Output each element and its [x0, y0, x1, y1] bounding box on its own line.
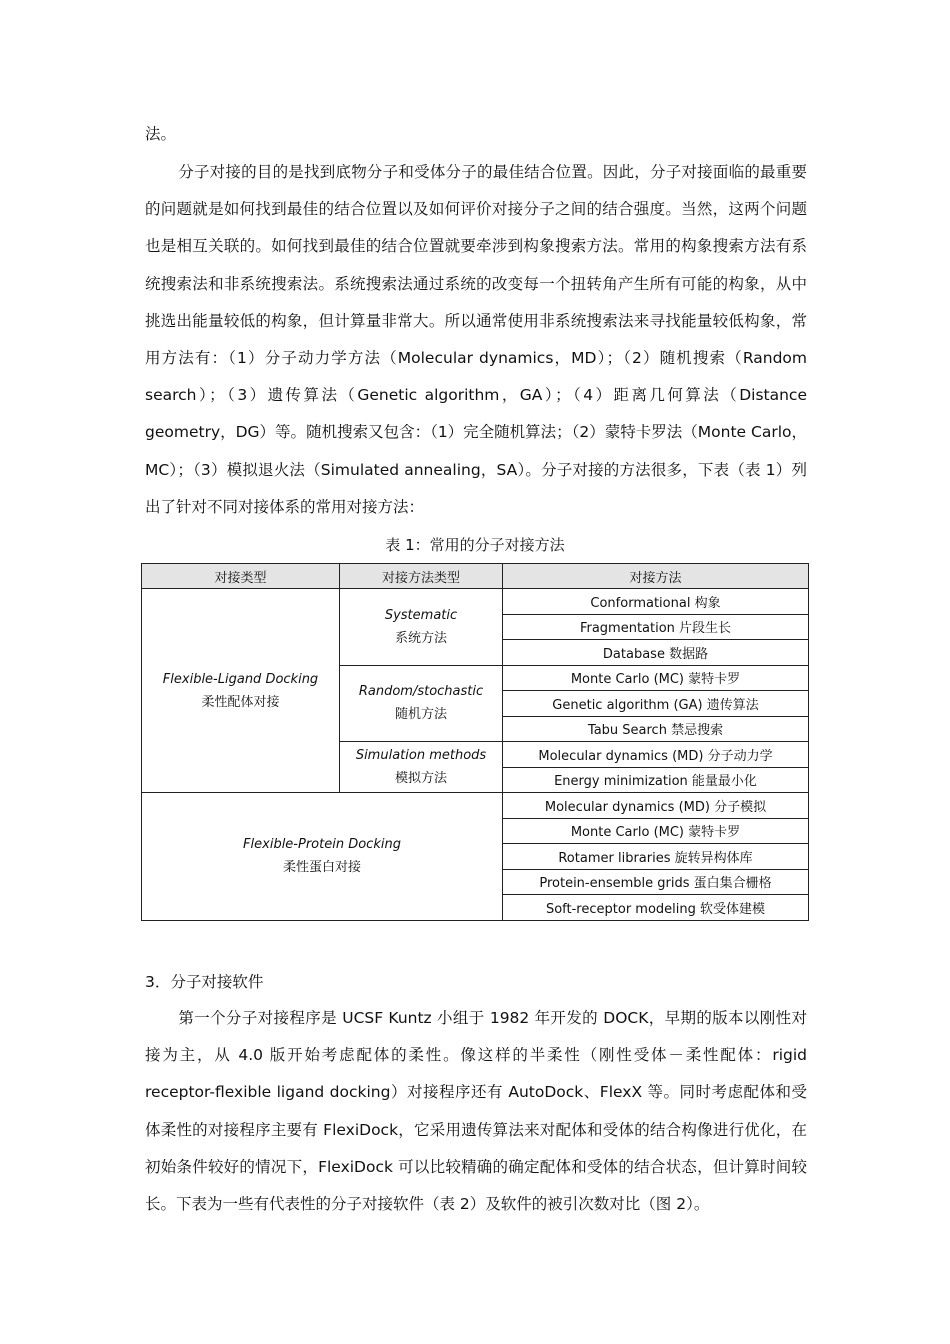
method-cell: Tabu Search 禁忌搜索 — [503, 716, 809, 742]
method-cell: Genetic algorithm (GA) 遗传算法 — [503, 691, 809, 717]
method-cell: Conformational 构象 — [503, 589, 809, 615]
header-docking-type: 对接类型 — [142, 564, 340, 589]
table-row — [142, 793, 809, 819]
systematic-cell — [340, 589, 503, 666]
section3-paragraph-text: 第一个分子对接程序是 UCSF Kuntz 小组于 1982 年开发的 DOCK，早期的版本以刚性对接为主，从 4.0 版开始考虑配体的柔性。像这样的半柔性（刚性受体－柔性配体：rigid receptor-flexible ligand docking）对接程序还有 AutoDock、FlexX 等。同时考虑配体和受体柔性的对接程序主要有 FlexiDock，它采用遗传算法来对配体和受体的结合构像进行优化，在初始条件较好的情况下，FlexiDock 可以比较精确的确定配体和受体的结合状态，但计算时间较长。下表为一些有代表性的分子对接软件（表 2）及软件的被引次数对比（图 2）。 — [145, 1009, 807, 1214]
random-cell — [340, 665, 503, 742]
flexible-ligand-en: Flexible-Ligand Docking — [162, 671, 319, 687]
intro-line: 法。 — [145, 125, 177, 143]
method-cell: Rotamer libraries 旋转异构体库 — [503, 844, 809, 870]
table-row — [142, 589, 809, 615]
systematic-en: Systematic — [384, 607, 458, 623]
header-method: 对接方法 — [503, 564, 809, 589]
simulation-en: Simulation methods — [355, 748, 487, 763]
method-cell: Monte Carlo (MC) 蒙特卡罗 — [503, 665, 809, 691]
method-cell: Fragmentation 片段生长 — [503, 614, 809, 640]
method-cell: Database 数据路 — [503, 640, 809, 666]
method-cell: Monte Carlo (MC) 蒙特卡罗 — [503, 818, 809, 844]
flexible-ligand-zh: 柔性配体对接 — [201, 694, 280, 710]
section-heading: 3．分子对接软件 — [145, 973, 264, 991]
flexible-protein-en: Flexible-Protein Docking — [243, 837, 401, 853]
table-header-row — [142, 564, 809, 589]
random-zh: 随机方法 — [394, 707, 447, 723]
intro-paragraph — [145, 154, 807, 526]
flexible-ligand-cell — [142, 589, 340, 793]
random-en: Random/stochastic — [358, 684, 484, 700]
header-method-type: 对接方法类型 — [340, 564, 503, 589]
section3-paragraph — [145, 1000, 807, 1223]
docking-methods-table — [141, 563, 809, 921]
systematic-zh: 系统方法 — [394, 630, 447, 646]
simulation-cell — [340, 742, 503, 793]
intro-paragraph-text: 分子对接的目的是找到底物分子和受体分子的最佳结合位置。因此，分子对接面临的最重要的问题就是如何找到最佳的结合位置以及如何评价对接分子之间的结合强度。当然，这两个问题也是相互关联的。如何找到最佳的结合位置就要牵涉到构象搜索方法。常用的构象搜索方法有系统搜索法和非系统搜索法。系统搜索法通过系统的改变每一个扭转角产生所有可能的构象，从中挑选出能量较低的构象，但计算量非常大。所以通常使用非系统搜索法来寻找能量较低构象，常用方法有：（1）分子动力学方法（Molecular dynamics，MD）；（2）随机搜索（Random search）；（3）遗传算法（Genetic algorithm，GA）；（4）距离几何算法（Distance geometry，DG）等。随机搜索又包含：（1）完全随机算法；（2）蒙特卡罗法（Monte Carlo，MC）；（3）模拟退火法（Simulated annealing，SA）。分子对接的方法很多，下表（表 1）列出了针对不同对接体系的常用对接方法： — [145, 163, 807, 516]
flexible-protein-zh: 柔性蛋白对接 — [282, 860, 361, 876]
method-cell: Molecular dynamics (MD) 分子动力学 — [503, 742, 809, 768]
table1-caption: 表 1：常用的分子对接方法 — [385, 536, 565, 554]
method-cell: Molecular dynamics (MD) 分子模拟 — [503, 793, 809, 819]
flexible-protein-cell — [142, 793, 503, 921]
method-cell: Energy minimization 能量最小化 — [503, 767, 809, 793]
method-cell: Soft-receptor modeling 软受体建模 — [503, 895, 809, 921]
method-cell: Protein-ensemble grids 蛋白集合栅格 — [503, 869, 809, 895]
simulation-zh: 模拟方法 — [394, 771, 447, 786]
